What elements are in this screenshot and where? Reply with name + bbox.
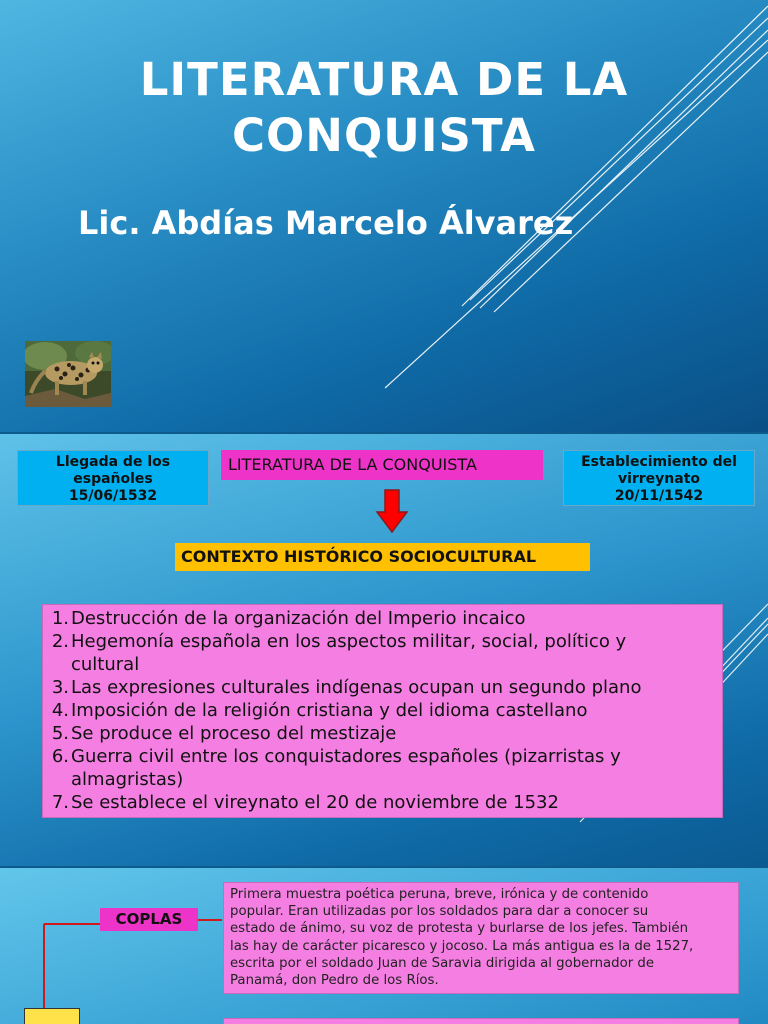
- author-subtitle: Lic. Abdías Marcelo Álvarez: [78, 204, 574, 242]
- viceroyalty-date: 20/11/1542: [614, 488, 704, 504]
- list-item: 4. Imposición de la religión cristiana y del idioma castellano: [51, 700, 588, 721]
- description-line: Panamá, don Pedro de los Ríos.: [230, 973, 439, 989]
- coplas-slide: [0, 868, 768, 1024]
- arrival-date: 15/06/1532: [68, 488, 158, 504]
- coplas-description: [223, 882, 739, 994]
- context-title: CONTEXTO HISTÓRICO SOCIOCULTURAL: [175, 543, 590, 571]
- list-item: 6. Guerra civil entre los conquistadores españoles (pizarristas y almagristas): [51, 746, 621, 790]
- context-list: [42, 604, 723, 818]
- viceroyalty-line-1: Establecimiento del: [581, 454, 737, 470]
- list-item: 2. Hegemonía española en los aspectos militar, social, político y cultural: [51, 631, 627, 675]
- title-line-2: CONQUISTA: [232, 109, 536, 162]
- down-arrow-icon: [375, 488, 409, 534]
- viceroyalty-line-2: virreynato: [617, 471, 701, 487]
- coplas-label: COPLAS: [100, 908, 198, 931]
- arrival-date-box: [17, 450, 209, 506]
- list-item: 1. Destrucción de la organización del Imperio incaico: [51, 608, 526, 629]
- description-line: popular. Eran utilizadas por los soldados para dar a conocer su: [230, 904, 649, 920]
- description-line: las hay de carácter picaresco y jocoso. La más antigua es la de 1527,: [230, 938, 694, 954]
- cut-off-box: [24, 1008, 80, 1024]
- presentation-title: [0, 52, 768, 164]
- description-line: Primera muestra poética peruna, breve, irónica y de contenido: [230, 887, 649, 902]
- arrival-line-2: españoles: [73, 471, 153, 487]
- list-item: 5. Se produce el proceso del mestizaje: [51, 723, 397, 744]
- cut-off-description-box: [223, 1018, 739, 1024]
- ocelot-photo: [25, 341, 111, 407]
- title-slide: [0, 0, 768, 432]
- list-item: 3. Las expresiones culturales indígenas ocupan un segundo plano: [51, 677, 642, 698]
- center-title: LITERATURA DE LA CONQUISTA: [221, 450, 543, 480]
- list-item: 7. Se establece el vireynato el 20 de noviembre de 1532: [51, 792, 559, 813]
- arrival-line-1: Llegada de los: [55, 454, 171, 470]
- title-line-1: LITERATURA DE LA: [139, 53, 629, 106]
- viceroyalty-date-box: [563, 450, 755, 506]
- context-slide: [0, 434, 768, 866]
- description-line: estado de ánimo, su voz de protesta y burlarse de los jefes. También: [230, 921, 689, 937]
- description-line: escrita por el soldado Juan de Saravia dirigida al gobernador de: [230, 955, 655, 971]
